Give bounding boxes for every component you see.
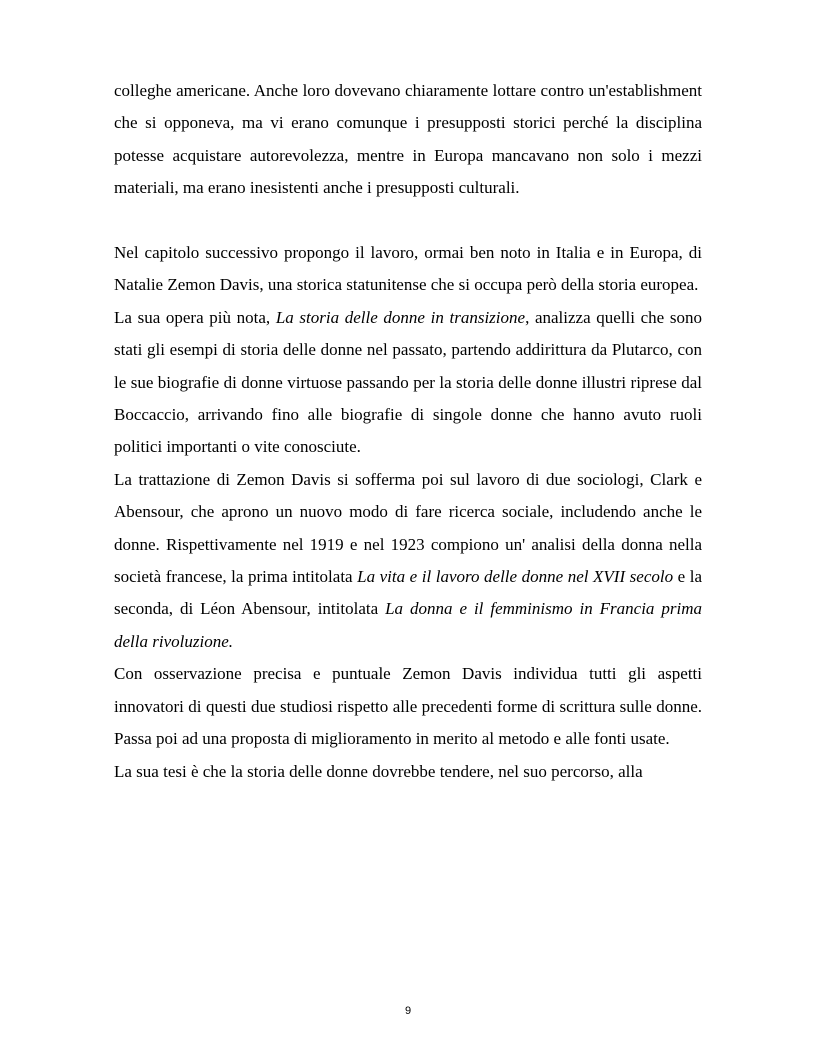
paragraph-5-text: Con osservazione precisa e puntuale Zemon Davis individua tutti gli aspetti innovatori di questi due studiosi rispetto alle precedenti forme di scrittura sulle donne. Passa poi ad una proposta di miglioramento in merito al metodo e alle fonti usate. [114,664,702,749]
paragraph-3 [114,302,702,464]
paragraph-1-text: colleghe americane. Anche loro dovevano chiaramente lottare contro un'establishment che si opponeva, ma vi erano comunque i presupposti storici perché la disciplina potesse acquistare autorevolezza, mentre in Europa mancavano non solo i mezzi materiali, ma erano inesistenti anche i presupposti culturali. [114,81,702,198]
page-number: 9 [404,1005,412,1017]
paragraph-6-text: La sua tesi è che la storia delle donne dovrebbe tendere, nel suo percorso, alla [114,761,643,781]
paragraph-1 [114,75,702,205]
body-text [114,75,702,788]
paragraph-4-text-a: La trattazione di Zemon Davis si sofferma poi sul lavoro di due sociologi, Clark e Abensour, che aprono un nuovo modo di fare ricerca sociale, includendo anche le donne. Rispettivamente nel 1919 e nel 1923 compiono un' analisi della donna nella società francese, la prima intitolata [114,469,702,587]
book-title-storia-delle-donne: La storia delle donne in transizione [275,307,526,327]
paragraph-4-text-b: e la seconda, di Léon Abensour, intitolata [114,567,702,619]
paragraph-3-text-b: , analizza quelli che sono stati gli esempi di storia delle donne nel passato, partendo addirittura da Plutarco, con le sue biografie di donne virtuose passando per la storia delle donne illustri riprese dal Boccaccio, arrivando fino alle biografie di singole donne che hanno avuto ruoli politici importanti o vite conosciute. [114,307,702,457]
paragraph-6 [114,756,702,788]
paragraph-4 [114,464,702,658]
paragraph-3-text-a: La sua opera più nota, [114,307,276,327]
paragraph-5 [114,658,702,755]
book-title-vita-e-lavoro: La vita e il lavoro delle donne nel XVII secolo [357,567,674,587]
book-title-donna-e-femminismo: La donna e il femminismo in Francia prima della rivoluzione. [114,599,702,651]
paragraph-2-text: Nel capitolo successivo propongo il lavoro, ormai ben noto in Italia e in Europa, di Natalie Zemon Davis, una storica statunitense che si occupa però della storia europea. [114,243,702,295]
paragraph-2 [114,237,702,302]
